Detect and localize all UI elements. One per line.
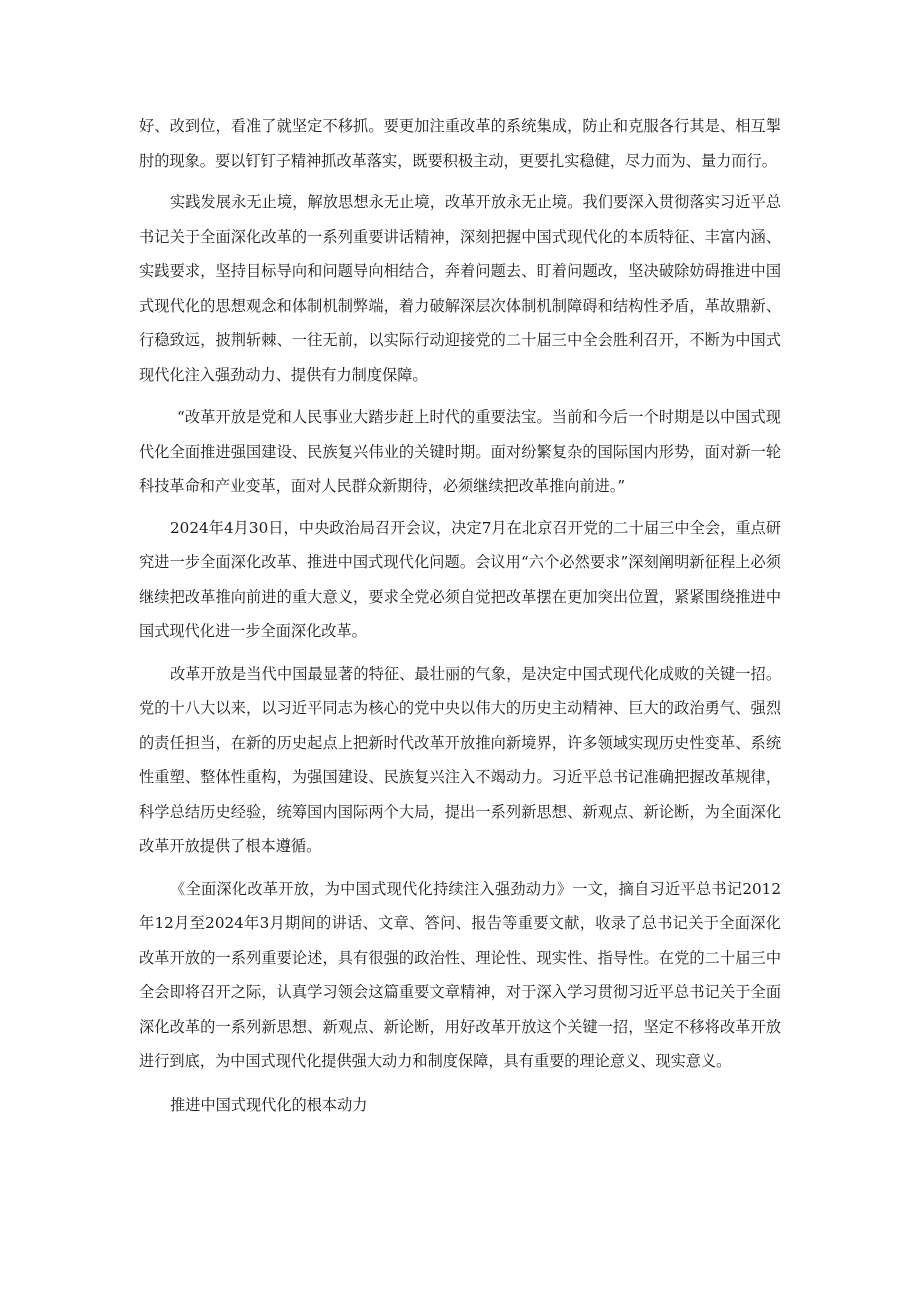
paragraph-quote: “改革开放是党和人民事业大踏步赶上时代的重要法宝。当前和今后一个时期是以中国式现代化全面推进强国建设、民族复兴伟业的关键时期。面对纷繁复杂的国际国内形势，面对新一轮科技革命和产业变革，面对人民群众新期待，必须继续把改革推向前进。” xyxy=(139,408,781,495)
section-heading: 推进中国式现代化的根本动力 xyxy=(170,1095,368,1114)
paragraph-practice: 实践发展永无止境，解放思想永无止境，改革开放永无止境。我们要深入贯彻落实习近平总书记关于全面深化改革的一系列重要讲话精神，深刻把握中国式现代化的本质特征、丰富内涵、实践要求，坚持目标导向和问题导向相结合，奔着问题去、盯着问题改，坚决破除妨碍推进中国式现代化的思想观念和体制机制弊端，着力破解深层次体制机制障碍和结构性矛盾，革故鼎新、行稳致远，披荆斩棘、一往无前，以实际行动迎接党的二十届三中全会胜利召开，不断为中国式现代化注入强劲动力、提供有力制度保障。 xyxy=(139,193,781,384)
document-body xyxy=(139,109,781,1122)
paragraph-meeting: 2024年4月30日，中央政治局召开会议，决定7月在北京召开党的二十届三中全会，重点研究进一步全面深化改革、推进中国式现代化问题。会议用“六个必然要求”深刻阐明新征程上必须继续把改革推向前进的重大意义，要求全党必须自觉把改革摆在更加突出位置，紧紧围绕推进中国式现代化进一步全面深化改革。 xyxy=(139,518,781,640)
paragraph-continuation: 好、改到位，看准了就坚定不移抓。要更加注重改革的系统集成，防止和克服各行其是、相互掣肘的现象。要以钉钉子精神抓改革落实，既要积极主动，更要扎实稳健，尽力而为、量力而行。 xyxy=(139,117,781,170)
paragraph-reform: 改革开放是当代中国最显著的特征、最壮丽的气象，是决定中国式现代化成败的关键一招。党的十八大以来，以习近平同志为核心的党中央以伟大的历史主动精神、巨大的政治勇气、强烈的责任担当，在新的历史起点上把新时代改革开放推向新境界，许多领域实现历史性变革、系统性重塑、整体性重构，为强国建设、民族复兴注入不竭动力。习近平总书记准确把握改革规律，科学总结历史经验，统筹国内国际两个大局，提出一系列新思想、新观点、新论断，为全面深化改革开放提供了根本遵循。 xyxy=(139,664,781,855)
paragraph-article: 《全面深化改革开放，为中国式现代化持续注入强劲动力》一文，摘自习近平总书记2012年12月至2024年3月期间的讲话、文章、答问、报告等重要文献，收录了总书记关于全面深化改革开放的一系列重要论述，具有很强的政治性、理论性、现实性、指导性。在党的二十届三中全会即将召开之际，认真学习领会这篇重要文章精神，对于深入学习贯彻习近平总书记关于全面深化改革的一系列新思想、新观点、新论断，用好改革开放这个关键一招，坚定不移将改革开放进行到底，为中国式现代化提供强大动力和制度保障，具有重要的理论意义、现实意义。 xyxy=(139,879,781,1070)
